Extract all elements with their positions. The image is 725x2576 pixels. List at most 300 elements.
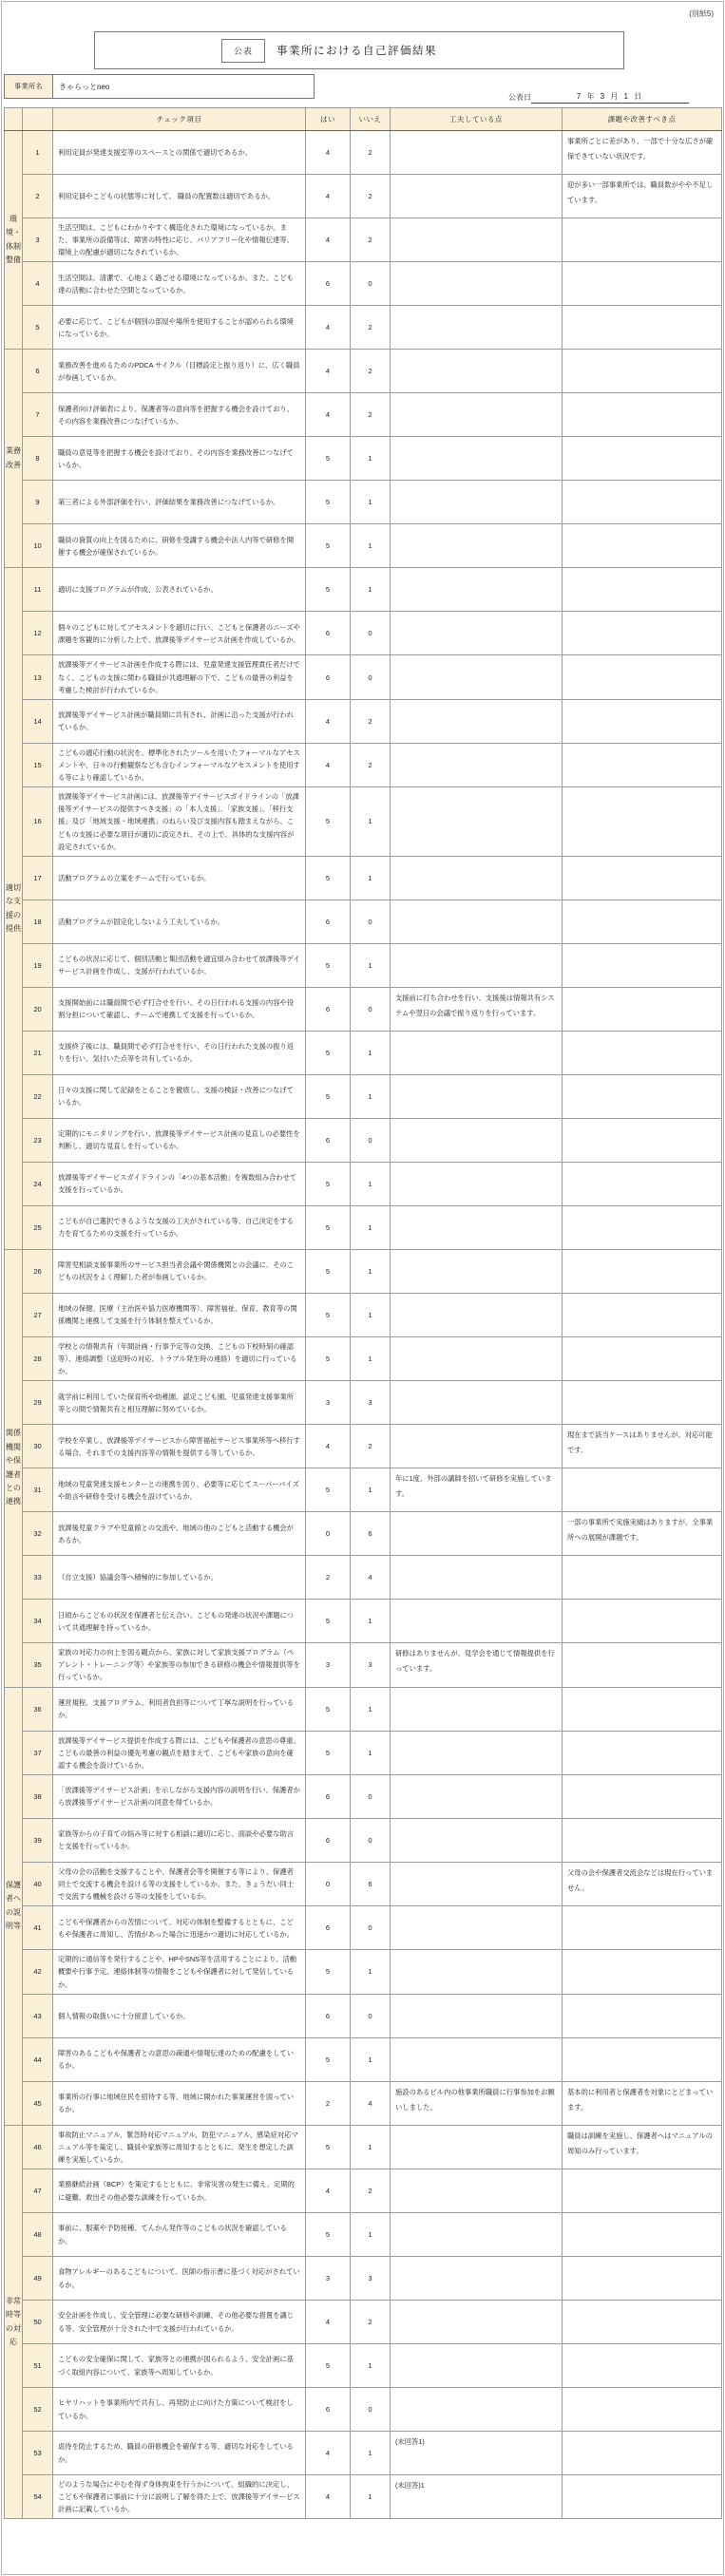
row-number: 40: [23, 1862, 53, 1905]
check-item-text: 支援終了後には、職員間で必ず打合せを行い、その日行われた支援の振り返りを行い、気付いた点等を共有しているか。: [53, 1031, 306, 1074]
row-number: 28: [23, 1336, 53, 1380]
devised-point: 研修はありませんが、見学会を通じて情報提供を行っています。: [391, 1643, 563, 1687]
issue-point: [563, 2344, 722, 2388]
devised-point: [391, 743, 563, 786]
devised-point: [391, 306, 563, 350]
row-number: 27: [23, 1293, 53, 1336]
yes-count: 5: [306, 2213, 351, 2257]
table-row: [5, 306, 722, 350]
issue-point: [563, 306, 722, 350]
no-count: 2: [351, 1425, 391, 1468]
yes-count: 5: [306, 1468, 351, 1512]
devised-point: (未回答1): [391, 2432, 563, 2475]
devised-point: [391, 1556, 563, 1600]
row-number: 39: [23, 1818, 53, 1862]
issue-point: [563, 1381, 722, 1425]
no-count: 1: [351, 1950, 391, 1994]
header-check-item: チェック項目: [53, 108, 306, 131]
no-count: 1: [351, 856, 391, 900]
attachment-note: (別紙5): [689, 9, 714, 18]
devised-point: [391, 1293, 563, 1336]
issue-point: [563, 1556, 722, 1600]
no-count: 2: [351, 175, 391, 218]
row-number: 53: [23, 2432, 53, 2475]
category-label: 適切な支援の提供: [5, 568, 23, 1249]
row-number: 18: [23, 900, 53, 943]
yes-count: 0: [306, 1862, 351, 1905]
check-item-text: 家族の対応力の向上を図る観点から、家族に対して家族支援プログラム（ペアレント・トレーニング等）や家族等の参加できる研修の機会や情報提供等を行っているか。: [53, 1643, 306, 1687]
check-item-text: 生活空間は、こどもにわかりやすく構造化された環境になっているか。また、事業所の設備等は、障害の特性に応じ、バリアフリー化や情報伝達等、環境上の配慮が適切になされているか。: [53, 218, 306, 262]
row-number: 2: [23, 175, 53, 218]
issue-point: [563, 1249, 722, 1293]
devised-point: [391, 612, 563, 655]
header-issues: 課題や改善すべき点: [563, 108, 722, 131]
yes-count: 5: [306, 856, 351, 900]
no-count: 1: [351, 1162, 391, 1205]
check-item-text: 個人情報の取扱いに十分留意しているか。: [53, 1994, 306, 2037]
devised-point: [391, 1862, 563, 1905]
check-item-text: 地域の保健、医療（主治医や協力医療機関等）、障害福祉、保育、教育等の関係機関と連携して支援を行う体制を整えているか。: [53, 1293, 306, 1336]
table-row: [5, 218, 722, 262]
no-count: 2: [351, 743, 391, 786]
devised-point: [391, 568, 563, 612]
issue-point: [563, 856, 722, 900]
devised-point: [391, 2213, 563, 2257]
table-row: [5, 437, 722, 481]
row-number: 32: [23, 1512, 53, 1556]
no-count: 1: [351, 787, 391, 857]
publish-date-value: 7 年 3 月 1 日: [531, 91, 689, 104]
row-number: 20: [23, 987, 53, 1031]
table-row: [5, 175, 722, 218]
check-item-text: 個々のこどもに対してアセスメントを適切に行い、こどもと保護者のニーズや課題を客観的に分析した上で、放課後等デイサービス計画を作成しているか。: [53, 612, 306, 655]
check-item-text: 放課後児童クラブや児童館との交流や、地域の他のこどもと活動する機会があるか。: [53, 1512, 306, 1556]
issue-point: 職員は訓練を実施し、保護者へはマニュアルの周知のみ行っています。: [563, 2125, 722, 2169]
check-item-text: 「放課後等デイサービス計画」を示しながら支援内容の説明を行い、保護者から放課後等デイサービス計画の同意を得ているか。: [53, 1774, 306, 1818]
check-item-text: 保護者向け評価表により、保護者等の意向等を把握する機会を設けており、その内容を業務改善につなげているか。: [53, 393, 306, 437]
row-number: 38: [23, 1774, 53, 1818]
table-row: [5, 2388, 722, 2432]
devised-point: [391, 1031, 563, 1074]
check-item-text: 利用定員やこどもの状態等に対して、 職員の配置数は適切であるか。: [53, 175, 306, 218]
yes-count: 5: [306, 1249, 351, 1293]
check-item-text: 放課後等デイサービス提供を作成する際には、こどもや保護者の意思の尊重、こどもの最善の利益の優先考慮の観点を踏まえて、こどもや家族の意向を確認する機会を設けているか。: [53, 1731, 306, 1774]
table-row: [5, 1425, 722, 1468]
row-number: 33: [23, 1556, 53, 1600]
yes-count: 0: [306, 1512, 351, 1556]
check-item-text: 放課後等デイサービスガイドラインの「4つの基本活動」を複数組み合わせて支援を行っているか。: [53, 1162, 306, 1205]
devised-point: [391, 524, 563, 568]
no-count: 1: [351, 2213, 391, 2257]
table-row: [5, 1731, 722, 1774]
issue-point: [563, 1118, 722, 1162]
row-number: 36: [23, 1687, 53, 1731]
issue-point: [563, 524, 722, 568]
devised-point: [391, 900, 563, 943]
table-header-row: [5, 108, 722, 131]
row-number: 49: [23, 2257, 53, 2301]
table-row: [5, 1862, 722, 1905]
yes-count: 5: [306, 1074, 351, 1118]
no-count: 0: [351, 987, 391, 1031]
devised-point: [391, 1731, 563, 1774]
table-row: [5, 1600, 722, 1643]
check-item-text: 障害児相談支援事業所のサービス担当者会議や関係機関との会議に、そのこどもの状況をよく理解した者が参画しているか。: [53, 1249, 306, 1293]
row-number: 50: [23, 2301, 53, 2344]
issue-point: 迎が多い一部事業所では、職員数がやや不足しています。: [563, 175, 722, 218]
check-item-text: 食物アレルギーのあるこどもについて、医師の指示書に基づく対応がされているか。: [53, 2257, 306, 2301]
yes-count: 6: [306, 655, 351, 699]
devised-point: [391, 2125, 563, 2169]
devised-point: [391, 655, 563, 699]
check-item-text: 放課後等デイサービス計画には、放課後等デイサービスガイドラインの「放課後等デイサービスの提供すべき支援」の「本人支援」、「家族支援」、「移行支援」及び「地域支援・地域連携」のねらい及び支援内容も踏まえながら、こどもの支援に必要な項目が適切に設定され、その上で、具体的な支援内容が設定されているか。: [53, 787, 306, 857]
issue-point: [563, 655, 722, 699]
no-count: 1: [351, 524, 391, 568]
issue-point: [563, 1031, 722, 1074]
issue-point: [563, 2257, 722, 2301]
office-name-value: きゃらっとneo: [53, 74, 315, 99]
devised-point: [391, 1994, 563, 2037]
table-row: [5, 568, 722, 612]
table-row: [5, 2301, 722, 2344]
row-number: 44: [23, 2037, 53, 2081]
table-row: [5, 1031, 722, 1074]
devised-point: [391, 175, 563, 218]
yes-count: 5: [306, 1336, 351, 1380]
no-count: 1: [351, 2125, 391, 2169]
devised-point: [391, 2301, 563, 2344]
devised-point: [391, 1512, 563, 1556]
yes-count: 5: [306, 1687, 351, 1731]
devised-point: [391, 1336, 563, 1380]
row-number: 15: [23, 743, 53, 786]
row-number: 42: [23, 1950, 53, 1994]
row-number: 21: [23, 1031, 53, 1074]
check-item-text: 活動プログラムの立案をチームで行っているか。: [53, 856, 306, 900]
yes-count: 4: [306, 699, 351, 743]
check-item-text: 学校との情報共有（年間計画・行事予定等の交換、こどもの下校時刻の確認等）、連絡調整（送迎時の対応、トラブル発生時の連絡）を適切に行っているか。: [53, 1336, 306, 1380]
yes-count: 4: [306, 131, 351, 175]
table-row: [5, 2213, 722, 2257]
table-row: [5, 1556, 722, 1600]
no-count: 1: [351, 1205, 391, 1249]
devised-point: [391, 1074, 563, 1118]
yes-count: 5: [306, 2037, 351, 2081]
yes-count: 4: [306, 2301, 351, 2344]
row-number: 4: [23, 262, 53, 306]
devised-point: [391, 350, 563, 393]
no-count: 1: [351, 1031, 391, 1074]
yes-count: 6: [306, 1818, 351, 1862]
check-item-text: 放課後等デイサービス計画が職員間に共有され、計画に沿った支援が行われているか。: [53, 699, 306, 743]
no-count: 1: [351, 2037, 391, 2081]
header-devised: 工夫している点: [391, 108, 563, 131]
check-item-text: こどもの状況に応じて、個別活動と集団活動を適宜組み合わせて放課後等デイサービス計画を作成し、支援が行われているか。: [53, 943, 306, 987]
no-count: 1: [351, 1468, 391, 1512]
issue-point: 基本的に利用者と保護者を対象にとどまっています。: [563, 2081, 722, 2125]
row-number: 12: [23, 612, 53, 655]
no-count: 1: [351, 2432, 391, 2475]
no-count: 0: [351, 612, 391, 655]
devised-point: [391, 1162, 563, 1205]
yes-count: 6: [306, 612, 351, 655]
row-number: 17: [23, 856, 53, 900]
no-count: 1: [351, 568, 391, 612]
check-item-text: こどもの安全確保に関して、家族等との連携が図られるよう、安全計画に基づく取組内容について、家族等へ周知しているか。: [53, 2344, 306, 2388]
issue-point: [563, 1293, 722, 1336]
check-item-text: 事故防止マニュアル、緊急時対応マニュアル、防犯マニュアル、感染症対応マニュアル等を策定し、職員や家族等に周知するとともに、発生を想定した訓練を実施しているか。: [53, 2125, 306, 2169]
devised-point: (未回答)1: [391, 2475, 563, 2519]
table-row: [5, 1293, 722, 1336]
no-count: 1: [351, 1074, 391, 1118]
check-item-text: 職員の意見等を把握する機会を設けており、その内容を業務改善につなげているか。: [53, 437, 306, 481]
issue-point: [563, 1731, 722, 1774]
devised-point: [391, 2037, 563, 2081]
table-row: [5, 1687, 722, 1731]
devised-point: [391, 699, 563, 743]
table-row: [5, 2432, 722, 2475]
check-item-text: 運営規程、支援プログラム、利用者負担等について丁寧な説明を行っているか。: [53, 1687, 306, 1731]
no-count: 2: [351, 218, 391, 262]
devised-point: [391, 218, 563, 262]
issue-point: [563, 262, 722, 306]
table-row: [5, 1381, 722, 1425]
no-count: 2: [351, 393, 391, 437]
yes-count: 4: [306, 1425, 351, 1468]
issue-point: [563, 218, 722, 262]
row-number: 10: [23, 524, 53, 568]
devised-point: [391, 1818, 563, 1862]
no-count: 4: [351, 2081, 391, 2125]
yes-count: 4: [306, 2475, 351, 2519]
table-row: [5, 1906, 722, 1950]
no-count: 3: [351, 2257, 391, 2301]
row-number: 22: [23, 1074, 53, 1118]
row-number: 37: [23, 1731, 53, 1774]
table-row: [5, 2475, 722, 2519]
table-row: [5, 131, 722, 175]
devised-point: [391, 1906, 563, 1950]
devised-point: [391, 1687, 563, 1731]
check-item-text: 定期的にモニタリングを行い、放課後等デイサービス計画の見直しの必要性を判断し、適切な見直しを行っているか。: [53, 1118, 306, 1162]
yes-count: 4: [306, 2169, 351, 2213]
issue-point: [563, 699, 722, 743]
no-count: 2: [351, 131, 391, 175]
yes-count: 6: [306, 1994, 351, 2037]
issue-point: [563, 481, 722, 524]
issue-point: [563, 612, 722, 655]
no-count: 0: [351, 1994, 391, 2037]
category-label: 非常時等の対応: [5, 2125, 23, 2519]
table-row: [5, 943, 722, 987]
table-row: [5, 393, 722, 437]
devised-point: [391, 1425, 563, 1468]
no-count: 0: [351, 1118, 391, 1162]
table-row: [5, 987, 722, 1031]
yes-count: 5: [306, 1205, 351, 1249]
row-number: 23: [23, 1118, 53, 1162]
no-count: 6: [351, 1512, 391, 1556]
table-row: [5, 1249, 722, 1293]
check-item-text: 事業所の行事に地域住民を招待する等、地域に開かれた事業運営を図っているか。: [53, 2081, 306, 2125]
table-row: [5, 1774, 722, 1818]
check-item-text: 第三者による外部評価を行い、評価結果を業務改善につなげているか。: [53, 481, 306, 524]
table-row: [5, 1643, 722, 1687]
devised-point: [391, 1381, 563, 1425]
no-count: 3: [351, 1381, 391, 1425]
issue-point: [563, 2169, 722, 2213]
issue-point: [563, 568, 722, 612]
table-row: [5, 2081, 722, 2125]
row-number: 13: [23, 655, 53, 699]
table-row: [5, 1468, 722, 1512]
yes-count: 6: [306, 262, 351, 306]
table-row: [5, 2169, 722, 2213]
issue-point: [563, 1994, 722, 2037]
issue-point: [563, 1162, 722, 1205]
devised-point: [391, 1774, 563, 1818]
yes-count: 5: [306, 481, 351, 524]
table-row: [5, 262, 722, 306]
row-number: 54: [23, 2475, 53, 2519]
table-row: [5, 743, 722, 786]
check-item-text: どのような場合にやむを得ず身体拘束を行うかについて、組織的に決定し、こどもや保護者に事前に十分に説明し了解を得た上で、放課後等デイサービス計画に記載しているか。: [53, 2475, 306, 2519]
publish-date-row: [508, 91, 689, 104]
no-count: 2: [351, 2169, 391, 2213]
no-count: 1: [351, 1687, 391, 1731]
devised-point: [391, 437, 563, 481]
devised-point: [391, 262, 563, 306]
table-row: [5, 2257, 722, 2301]
yes-count: 5: [306, 437, 351, 481]
yes-count: 3: [306, 1381, 351, 1425]
issue-point: [563, 2037, 722, 2081]
yes-count: 5: [306, 1731, 351, 1774]
issue-point: 父母の会や保護者交流会などは現在行っていません。: [563, 1862, 722, 1905]
row-number: 1: [23, 131, 53, 175]
yes-count: 6: [306, 900, 351, 943]
check-item-text: 適切に支援プログラムが作成、公表されているか。: [53, 568, 306, 612]
table-row: [5, 1074, 722, 1118]
issue-point: [563, 1336, 722, 1380]
check-item-text: 業務継続計画（BCP）を策定するとともに、非常災害の発生に備え、定期的に避難、救出その他必要な訓練を行っているか。: [53, 2169, 306, 2213]
no-count: 6: [351, 1862, 391, 1905]
check-item-text: 活動プログラムが固定化しないよう工夫しているか。: [53, 900, 306, 943]
devised-point: [391, 1950, 563, 1994]
no-count: 1: [351, 437, 391, 481]
devised-point: 年に1度、外部の講師を招いて研修を実施しています。: [391, 1468, 563, 1512]
devised-point: [391, 2388, 563, 2432]
yes-count: 5: [306, 568, 351, 612]
row-number: 24: [23, 1162, 53, 1205]
table-row: [5, 699, 722, 743]
table-row: [5, 655, 722, 699]
yes-count: 2: [306, 2081, 351, 2125]
table-row: [5, 900, 722, 943]
row-number: 29: [23, 1381, 53, 1425]
no-count: 0: [351, 1774, 391, 1818]
check-item-text: 定期的に通信等を発行することや、HPやSNS等を活用することにより、活動概要や行事予定、連絡体制等の情報をこどもや保護者に対して発信しているか。: [53, 1950, 306, 1994]
no-count: 0: [351, 262, 391, 306]
check-item-text: 安全計画を作成し、安全管理に必要な研修や訓練、その他必要な措置を講じる等、安全管理が十分された中で支援が行われているか。: [53, 2301, 306, 2344]
no-count: 0: [351, 900, 391, 943]
header-spacer-number: [23, 108, 53, 131]
table-row: [5, 2344, 722, 2388]
devised-point: [391, 1118, 563, 1162]
issue-point: [563, 2475, 722, 2519]
table-row: [5, 612, 722, 655]
row-number: 25: [23, 1205, 53, 1249]
table-row: [5, 2037, 722, 2081]
row-number: 43: [23, 1994, 53, 2037]
no-count: 2: [351, 306, 391, 350]
check-item-text: 障害のあるこどもや保護者との意思の疎通や情報伝達のための配慮をしているか。: [53, 2037, 306, 2081]
yes-count: 5: [306, 2344, 351, 2388]
no-count: 1: [351, 1731, 391, 1774]
row-number: 41: [23, 1906, 53, 1950]
devised-point: [391, 393, 563, 437]
yes-count: 3: [306, 1643, 351, 1687]
row-number: 7: [23, 393, 53, 437]
yes-count: 5: [306, 1600, 351, 1643]
header-yes: はい: [306, 108, 351, 131]
devised-point: [391, 856, 563, 900]
table-row: [5, 1205, 722, 1249]
table-row: [5, 1994, 722, 2037]
check-item-text: こどもや保護者からの苦情について、対応の体制を整備するとともに、こどもや保護者に周知し、苦情があった場合に迅速かつ適切に対応しているか。: [53, 1906, 306, 1950]
yes-count: 4: [306, 350, 351, 393]
issue-point: [563, 1205, 722, 1249]
check-item-text: 放課後等デイサービス計画を作成する際には、児童発達支援管理責任者だけでなく、こどもの支援に関わる職員が共通理解の下で、こどもの最善の利益を考慮した検討が行われているか。: [53, 655, 306, 699]
yes-count: 5: [306, 787, 351, 857]
row-number: 45: [23, 2081, 53, 2125]
issue-point: [563, 1950, 722, 1994]
no-count: 1: [351, 2344, 391, 2388]
yes-count: 5: [306, 2125, 351, 2169]
check-item-text: 業務改善を進めるためのPDCA サイクル（目標設定と振り返り）に、広く職員が参画しているか。: [53, 350, 306, 393]
no-count: 0: [351, 655, 391, 699]
check-item-text: 利用定員が発達支援室等のスペースとの関係で適切であるか。: [53, 131, 306, 175]
row-number: 6: [23, 350, 53, 393]
row-number: 51: [23, 2344, 53, 2388]
no-count: 4: [351, 1556, 391, 1600]
row-number: 34: [23, 1600, 53, 1643]
issue-point: [563, 437, 722, 481]
no-count: 0: [351, 2388, 391, 2432]
issue-point: [563, 1906, 722, 1950]
issue-point: 事業所ごとに差があり、一部で十分な広さが確保できていない状況です。: [563, 131, 722, 175]
table-row: [5, 2125, 722, 2169]
yes-count: 6: [306, 2388, 351, 2432]
row-number: 8: [23, 437, 53, 481]
check-item-text: （自立支援）協議会等へ積極的に参加しているか。: [53, 1556, 306, 1600]
row-number: 30: [23, 1425, 53, 1468]
yes-count: 6: [306, 1118, 351, 1162]
issue-point: [563, 987, 722, 1031]
row-number: 31: [23, 1468, 53, 1512]
devised-point: [391, 2169, 563, 2213]
check-item-text: 職員の資質の向上を図るために、研修を受講する機会や法人内等で研修を開催する機会が確保されているか。: [53, 524, 306, 568]
issue-point: [563, 1468, 722, 1512]
yes-count: 4: [306, 218, 351, 262]
category-label: 業務改善: [5, 350, 23, 568]
no-count: 1: [351, 1600, 391, 1643]
table-row: [5, 1336, 722, 1380]
row-number: 16: [23, 787, 53, 857]
header-no: いいえ: [351, 108, 391, 131]
issue-point: [563, 743, 722, 786]
no-count: 1: [351, 2475, 391, 2519]
